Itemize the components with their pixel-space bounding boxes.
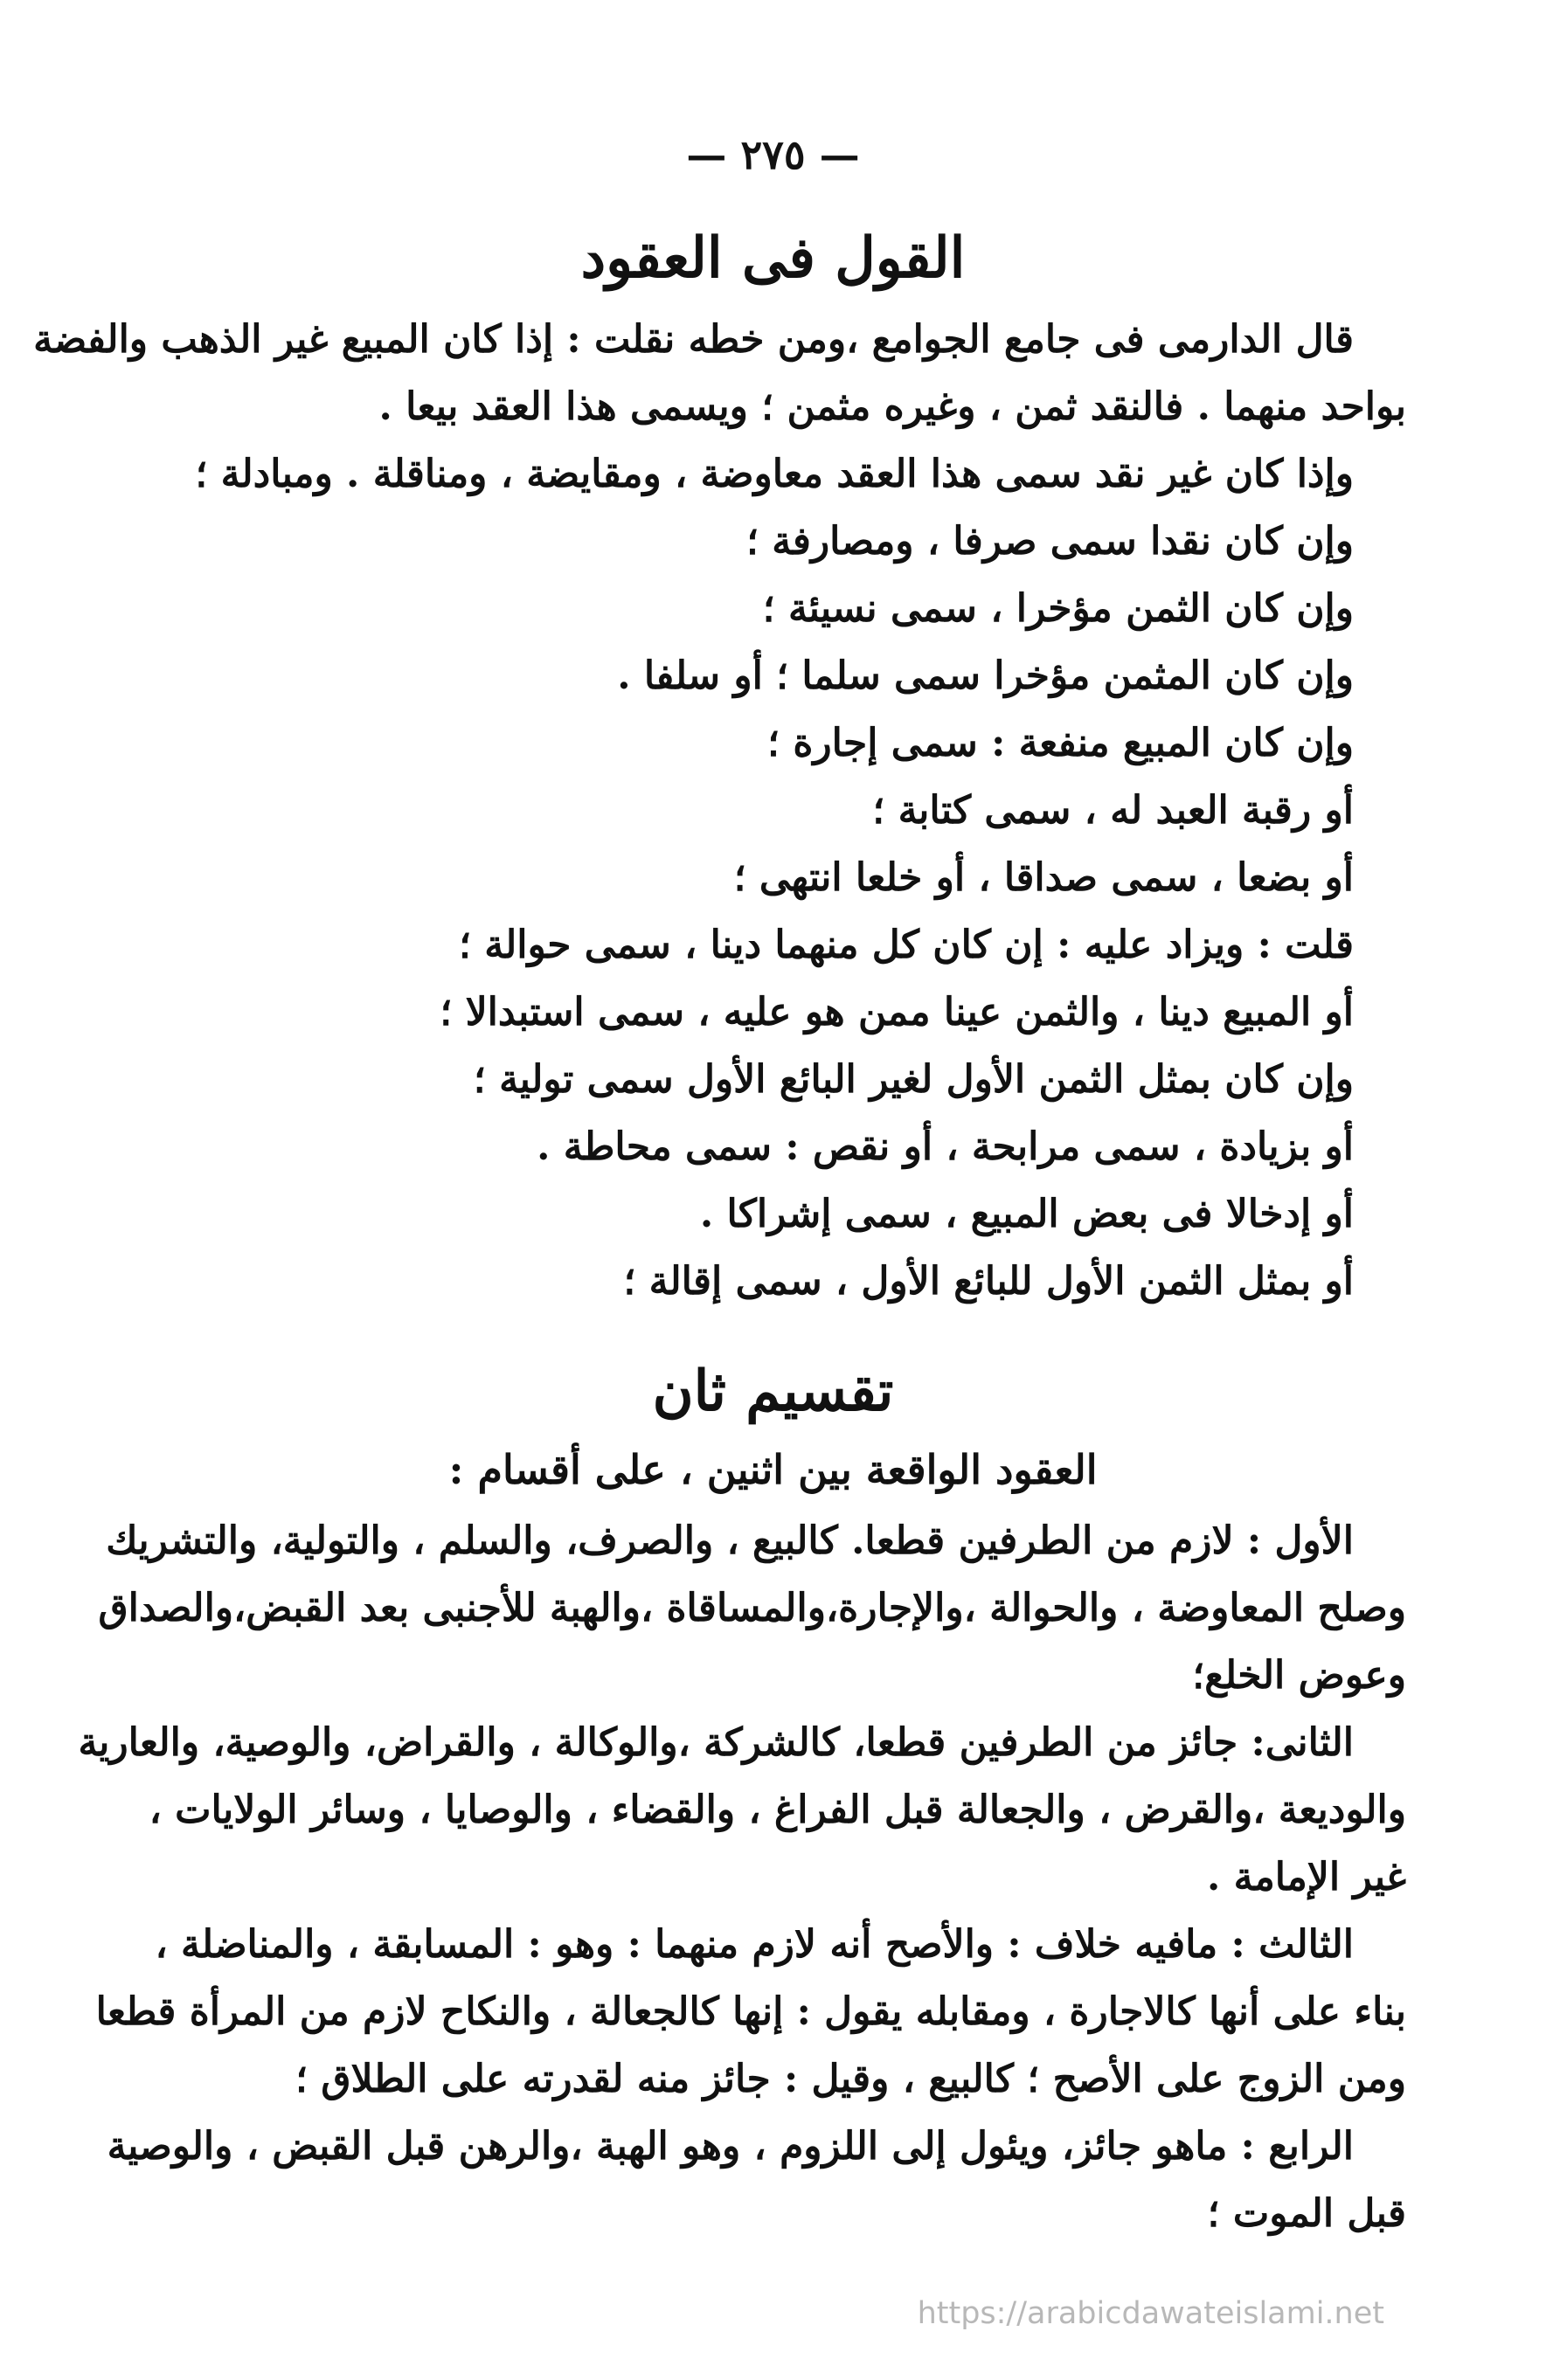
text-line: الرابع : ماهو جائز، ويئول إلى اللزوم ، وهو الهبة ،والرهن قبل القبض ، والوصية: [107, 2124, 1354, 2169]
text-line: وإن كان نقدا سمى صرفا ، ومصارفة ؛: [746, 519, 1354, 564]
watermark-url: https://arabicdawateislami.net: [917, 2296, 1384, 2331]
text-line: الثالث : مافيه خلاف : والأصح أنه لازم منهما : وهو : المسابقة ، والمناضلة ،: [155, 1922, 1354, 1967]
text-line: أو رقبة العبد له ، سمى كتابة ؛: [872, 788, 1354, 833]
text-line: أو المبيع دينا ، والثمن عينا ممن هو عليه ، سمى استبدالا ؛: [440, 990, 1354, 1034]
section-2-body: [78, 1507, 1406, 2247]
section-1-body: [33, 306, 1406, 1315]
text-line: أو إدخالا فى بعض المبيع ، سمى إشراكا .: [699, 1192, 1354, 1236]
text-line: أو بزيادة ، سمى مرابحة ، أو نقص : سمى محاطة .: [537, 1124, 1354, 1169]
text-line: غير الإمامة .: [1207, 1855, 1406, 1899]
text-line: وإن كان الثمن مؤخرا ، سمى نسيئة ؛: [762, 586, 1354, 631]
text-line: وصلح المعاوضة ، والحوالة ،والإجارة،والمساقاة ،والهبة للأجنبى بعد القبض،والصداق: [98, 1586, 1406, 1630]
text-line: أو بمثل الثمن الأول للبائع الأول ، سمى إقالة ؛: [623, 1259, 1354, 1304]
page-number: — ٢٧٥ —: [686, 131, 860, 178]
text-line: بناء على أنها كالاجارة ، ومقابله يقول : إنها كالجعالة ، والنكاح لازم من المرأة قطعا: [95, 1989, 1406, 2034]
text-line: وعوض الخلع؛: [1192, 1653, 1406, 1698]
text-line: قلت : ويزاد عليه : إن كان كل منهما دينا ، سمى حوالة ؛: [459, 923, 1354, 967]
text-line: الأول : لازم من الطرفين قطعا. كالبيع ، والصرف، والسلم ، والتولية، والتشريك: [106, 1519, 1354, 1563]
text-line: ومن الزوج على الأصح ؛ كالبيع ، وقيل : جائز منه لقدرته على الطلاق ؛: [295, 2057, 1406, 2101]
section-heading-second-division: تقسيم ثان: [652, 1359, 894, 1424]
text-line: والوديعة ،والقرض ، والجعالة قبل الفراغ ، والقضاء ، والوصايا ، وسائر الولايات ،: [149, 1788, 1406, 1832]
section-subheading: العقود الواقعة بين اثنين ، على أقسام :: [448, 1446, 1098, 1493]
text-line: بواحد منهما . فالنقد ثمن ، وغيره مثمن ؛ ويسمى هذا العقد بيعا .: [378, 384, 1406, 429]
text-line: وإن كان المبيع منفعة : سمى إجارة ؛: [767, 721, 1354, 765]
text-line: قبل الموت ؛: [1207, 2191, 1406, 2236]
section-heading-contracts: القول فى العقود: [580, 225, 966, 291]
text-line: قال الدارمى فى جامع الجوامع ،ومن خطه نقلت : إذا كان المبيع غير الذهب والفضة: [33, 317, 1354, 362]
text-line: الثانى: جائز من الطرفين قطعا، كالشركة ،والوكالة ، والقراض، والوصية، والعارية: [78, 1720, 1354, 1765]
text-line: وإن كان بمثل الثمن الأول لغير البائع الأول سمى تولية ؛: [473, 1057, 1354, 1102]
text-line: وإن كان المثمن مؤخرا سمى سلما ؛ أو سلفا .: [617, 654, 1354, 698]
text-line: وإذا كان غير نقد سمى هذا العقد معاوضة ، ومقايضة ، ومناقلة . ومبادلة ؛: [195, 452, 1354, 496]
text-line: أو بضعا ، سمى صداقا ، أو خلعا انتهى ؛: [733, 855, 1354, 900]
